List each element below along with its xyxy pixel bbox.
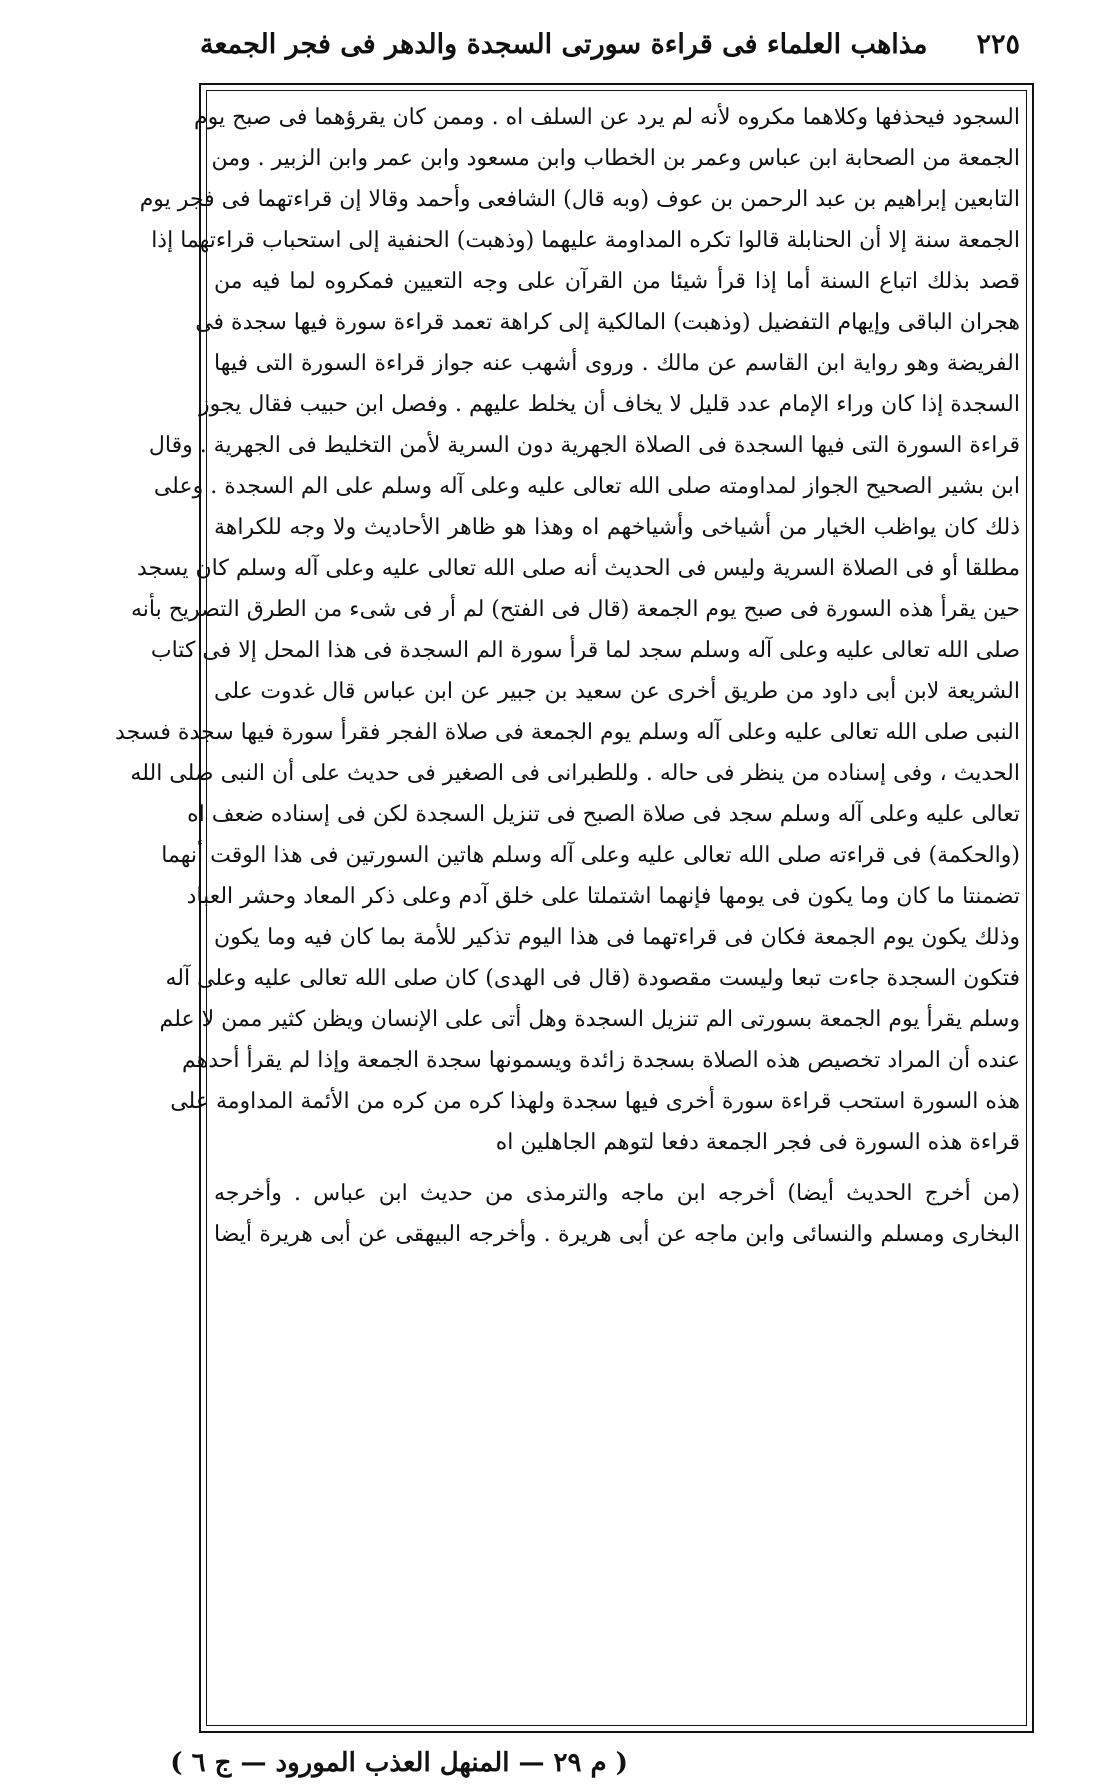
body-line: حين يقرأ هذه السورة فى صبح يوم الجمعة (قال فى الفتح) لم أر فى شىء من الطرق التصريح بأنه bbox=[130, 597, 1020, 622]
body-line: تضمنتا ما كان وما يكون فى يومها فإنهما اشتملتا على خلق آدم وعلى ذكر المعاد وحشر العباد bbox=[186, 884, 1020, 909]
body-line: فتكون السجدة جاءت تبعا وليست مقصودة (قال فى الهدى) كان صلى الله تعالى عليه وعلى آله bbox=[165, 966, 1020, 991]
body-line: صلى الله تعالى عليه وعلى آله وسلم سجد لما قرأ سورة الم السجدة فى هذا المحل إلا فى كتاب bbox=[150, 638, 1020, 663]
body-line: التابعين إبراهيم بن عبد الرحمن بن عوف (وبه قال) الشافعى وأحمد وقالا إن قراءتهما فى فجر يوم bbox=[139, 187, 1020, 212]
body-line: ابن بشير الصحيح الجواز لمداومته صلى الله تعالى عليه وعلى آله وسلم على الم السجدة . وعلى bbox=[153, 474, 1020, 499]
body-line: (والحكمة) فى قراءته صلى الله تعالى عليه وعلى آله وسلم هاتين السورتين فى هذا الوقت أنهما bbox=[161, 843, 1020, 868]
takhrij-line: (من أخرج الحديث أيضا) أخرجه ابن ماجه والترمذى من حديث ابن عباس . وأخرجه bbox=[214, 1181, 1020, 1206]
body-line: هجران الباقى وإيهام التفضيل (وذهبت) المالكية إلى كراهة تعمد قراءة سورة فيها سجدة فى bbox=[195, 310, 1020, 335]
body-line: الشريعة لابن أبى داود من طريق أخرى عن سعيد بن جبير عن ابن عباس قال غدوت على bbox=[214, 679, 1020, 704]
takhrij-line: البخارى ومسلم والنسائى وابن ماجه عن أبى هريرة . وأخرجه البيهقى عن أبى هريرة أيضا bbox=[214, 1222, 1020, 1247]
body-line: السجدة إذا كان وراء الإمام عدد قليل لا يخاف أن يخلط عليهم . وفصل ابن حبيب فقال يجوز bbox=[199, 392, 1020, 417]
body-line: قراءة السورة التى فيها السجدة فى الصلاة الجهرية دون السرية لأمن التخليط فى الجهرية . وقال bbox=[148, 433, 1020, 458]
body-line: تعالى عليه وعلى آله وسلم سجد فى صلاة الصبح فى تنزيل السجدة لكن فى إسناده ضعف اه bbox=[187, 802, 1020, 827]
body-line: قصد بذلك اتباع السنة أما إذا قرأ شيئا من القرآن على وجه التعيين فمكروه لما فيه من bbox=[214, 269, 1020, 294]
body-line: الحديث ، وفى إسناده من ينظر فى حاله . وللطبرانى فى الصغير فى حديث على أن النبى صلى الله bbox=[130, 761, 1020, 786]
body-line: وذلك يكون يوم الجمعة فكان فى قراءتهما فى هذا اليوم تذكير للأمة بما كان فيه وما يكون bbox=[214, 925, 1020, 950]
body-line: هذه السورة استحب قراءة سورة أخرى فيها سجدة ولهذا كره من كره من الأئمة المداومة على bbox=[170, 1089, 1020, 1114]
running-title: مذاهب العلماء فى قراءة سورتى السجدة والدهر فى فجر الجمعة bbox=[200, 28, 928, 60]
body-line: الفريضة وهو رواية ابن القاسم عن مالك . وروى أشهب عنه جواز قراءة السورة التى فيها bbox=[214, 351, 1020, 376]
body-line: وسلم يقرأ يوم الجمعة بسورتى الم تنزيل السجدة وهل أتى على الإنسان ويظن كثير ممن لا علم bbox=[159, 1007, 1020, 1032]
body-line: عنده أن المراد تخصيص هذه الصلاة بسجدة زائدة ويسمونها سجدة الجمعة وإذا لم يقرأ أحدهم bbox=[181, 1048, 1020, 1073]
body-line: مطلقا أو فى الصلاة السرية وليس فى الحديث أنه صلى الله تعالى عليه وعلى آله وسلم كان يسجد bbox=[137, 556, 1020, 581]
body-line: الجمعة سنة إلا أن الحنابلة قالوا تكره المداومة عليهما (وذهبت) الحنفية إلى استحباب قراءتهما إذا bbox=[151, 228, 1020, 253]
body-text bbox=[115, 97, 1020, 1255]
signature-mark: ( م ٢٩ — المنهل العذب المورود — ج ٦ ) bbox=[170, 1748, 628, 1778]
page-number: ٢٢٥ bbox=[976, 28, 1020, 60]
body-line: ذلك كان يواظب الخيار من أشياخى وأشياخهم اه وهذا هو ظاهر الأحاديث ولا وجه للكراهة bbox=[214, 515, 1020, 540]
page-header bbox=[200, 14, 1020, 74]
body-line: النبى صلى الله تعالى عليه وعلى آله وسلم يوم الجمعة فى صلاة الفجر فقرأ سورة فيها سجدة فسجد bbox=[115, 720, 1020, 745]
body-line: قراءة هذه السورة فى فجر الجمعة دفعا لتوهم الجاهلين اه bbox=[495, 1130, 1020, 1155]
body-line: السجود فيحذفها وكلاهما مكروه لأنه لم يرد عن السلف اه . وممن كان يقرؤهما فى صبح يوم bbox=[193, 105, 1020, 130]
body-line: الجمعة من الصحابة ابن عباس وعمر بن الخطاب وابن مسعود وابن عمر وابن الزبير . ومن bbox=[211, 146, 1020, 171]
